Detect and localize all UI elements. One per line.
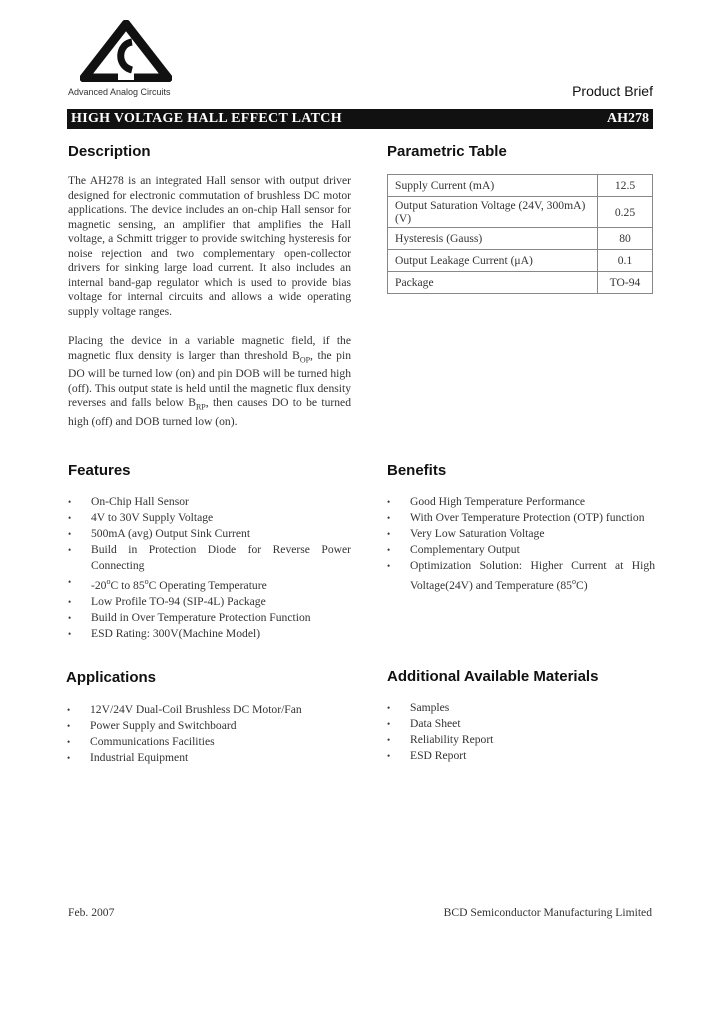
benefits-list <box>387 494 655 594</box>
list-item: • 500mA (avg) Output Sink Current <box>68 527 251 540</box>
list-item: • Power Supply and Switchboard <box>67 719 237 732</box>
benefits-heading: Benefits <box>387 462 447 479</box>
list-item: • With Over Temperature Protection (OTP) function <box>387 511 645 524</box>
param-value: 0.1 <box>598 250 653 272</box>
description-heading: Description <box>68 143 151 160</box>
table-row <box>388 197 653 228</box>
list-item: • Complementary Output <box>387 543 520 556</box>
param-label: Hysteresis (Gauss) <box>388 228 598 250</box>
description-paragraph-2: Placing the device in a variable magnetic field, if the magnetic flux density is larger than threshold $B_{OP}$, the pin DO will be turned low (on) and pin DOB will be turned high (off). This output state is held until the magnetic flux density reverses and falls below $B_{RP}$, then causes DO to be turned high (off) and DOB turned low (on). <box>68 334 351 429</box>
param-label: Package <box>388 272 598 294</box>
materials-list <box>387 700 655 764</box>
list-item: • Optimization Solution: Higher Current at High Voltage(24V) and Temperature (85$^o$C) <box>387 559 655 592</box>
table-row <box>388 272 653 294</box>
part-number: AH278 <box>607 111 649 126</box>
param-value: TO-94 <box>598 272 653 294</box>
list-item: • Samples <box>387 701 450 714</box>
list-item: • ESD Report <box>387 749 467 762</box>
list-item: • Good High Temperature Performance <box>387 495 586 508</box>
param-label: Output Saturation Voltage (24V, 300mA) (V) <box>388 197 598 228</box>
param-label: Supply Current (mA) <box>388 175 598 197</box>
list-item: • Build in Over Temperature Protection Function <box>68 610 311 624</box>
list-item: • On-Chip Hall Sensor <box>68 495 189 508</box>
param-value: 0.25 <box>598 197 653 228</box>
list-item: • 12V/24V Dual-Coil Brushless DC Motor/Fan <box>67 703 302 716</box>
table-row <box>388 228 653 250</box>
list-item: • -20$^o$C to 85$^o$C Operating Temperature <box>68 577 267 592</box>
applications-list <box>67 702 357 766</box>
logo-text: Advanced Analog Circuits <box>68 87 171 97</box>
company-logo <box>80 20 172 82</box>
footer-date: Feb. 2007 <box>68 906 115 919</box>
list-item: • Reliability Report <box>387 733 494 746</box>
param-value: 80 <box>598 228 653 250</box>
document-type: Product Brief <box>572 83 653 99</box>
list-item: • ESD Rating: 300V(Machine Model) <box>68 626 261 640</box>
description-paragraph-1: The AH278 is an integrated Hall sensor with output driver designed for electronic commutation of brushless DC motor applications. The device includes an on-chip Hall sensor for magnetic sensing, an amplifier that amplifies the Hall voltage, a Schmitt trigger to provide switching hysteresis for noise rejection and two complementary open-collector drivers for sinking large load current. It also includes an internal band-gap regulator which is used to provide bias voltage for internal circuits and allows a wide operating supply voltage ranges. <box>68 174 351 318</box>
list-item: • Industrial Equipment <box>67 751 189 764</box>
product-title: HIGH VOLTAGE HALL EFFECT LATCH <box>71 111 342 126</box>
parametric-heading: Parametric Table <box>387 143 507 160</box>
param-value: 12.5 <box>598 175 653 197</box>
list-item: • Low Profile TO-94 (SIP-4L) Package <box>68 594 266 608</box>
table-row <box>388 175 653 197</box>
applications-heading: Applications <box>66 669 157 686</box>
list-item: • Very Low Saturation Voltage <box>387 527 545 540</box>
title-bar <box>67 109 653 129</box>
footer-company: BCD Semiconductor Manufacturing Limited <box>443 906 652 919</box>
list-item: • 4V to 30V Supply Voltage <box>68 511 214 524</box>
list-item: • Data Sheet <box>387 717 461 730</box>
materials-heading: Additional Available Materials <box>387 668 599 685</box>
table-row <box>388 250 653 272</box>
description-body <box>68 174 351 445</box>
features-heading: Features <box>68 462 131 479</box>
param-label: Output Leakage Current (μA) <box>388 250 598 272</box>
parametric-table <box>387 174 653 294</box>
list-item: • Build in Protection Diode for Reverse Power Connecting <box>68 543 351 572</box>
features-list <box>68 494 351 642</box>
list-item: • Communications Facilities <box>67 735 215 748</box>
